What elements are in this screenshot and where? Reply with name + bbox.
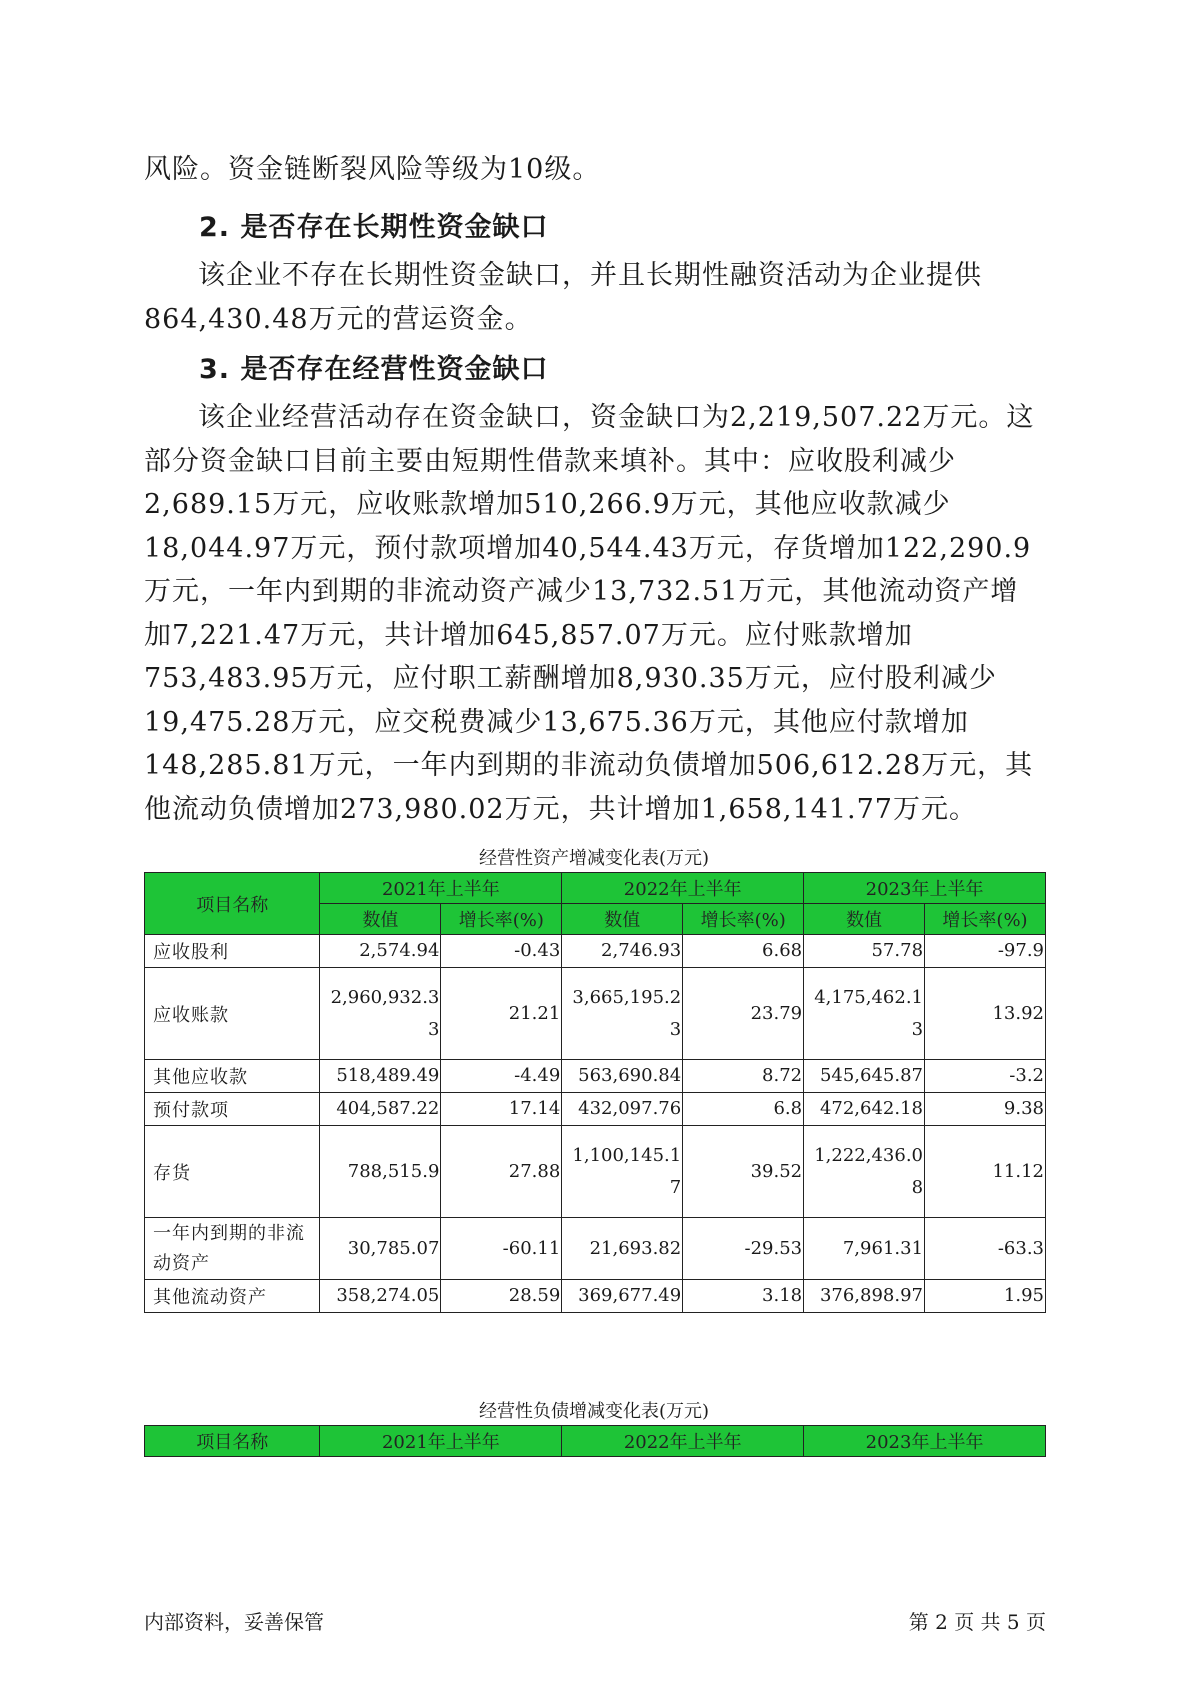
cell-value: 21,693.82 — [562, 1218, 683, 1280]
header-value: 数值 — [562, 904, 683, 935]
asset-table-caption: 经营性资产增减变化表(万元) — [478, 848, 710, 869]
row-name: 其他应收款 — [145, 1060, 320, 1093]
row-name: 其他流动资产 — [145, 1280, 320, 1313]
cell-rate: -63.3 — [925, 1218, 1046, 1280]
cell-value: 3,665,195.23 — [562, 968, 683, 1060]
footer-confidential-note: 内部资料，妥善保管 — [144, 1610, 324, 1634]
table-row — [145, 1280, 1046, 1313]
paragraph-risk-level: 风险。资金链断裂风险等级为10级。 — [144, 154, 601, 185]
row-name: 应收账款 — [145, 968, 320, 1060]
table-row — [145, 968, 1046, 1060]
cell-value: 404,587.22 — [320, 1093, 441, 1126]
header-growth-rate: 增长率(%) — [683, 904, 804, 935]
header-growth-rate: 增长率(%) — [925, 904, 1046, 935]
cell-rate: 6.8 — [683, 1093, 804, 1126]
paragraph-long-term-gap: 该企业不存在长期性资金缺口，并且长期性融资活动为企业提供864,430.48万元的营运资金。 — [144, 260, 982, 335]
cell-value: 369,677.49 — [562, 1280, 683, 1313]
cell-rate: 23.79 — [683, 968, 804, 1060]
cell-rate: 9.38 — [925, 1093, 1046, 1126]
cell-rate: -0.43 — [441, 935, 562, 968]
cell-rate: 27.88 — [441, 1126, 562, 1218]
cell-rate: 11.12 — [925, 1126, 1046, 1218]
operating-liability-change-table — [144, 1425, 1046, 1457]
cell-value: 1,100,145.17 — [562, 1126, 683, 1218]
cell-value: 2,574.94 — [320, 935, 441, 968]
cell-rate: 1.95 — [925, 1280, 1046, 1313]
table-row — [145, 1218, 1046, 1280]
cell-rate: -3.2 — [925, 1060, 1046, 1093]
cell-value: 2,746.93 — [562, 935, 683, 968]
table-row — [145, 1126, 1046, 1218]
cell-rate: 39.52 — [683, 1126, 804, 1218]
header-period: 2023年上半年 — [804, 1426, 1046, 1457]
cell-value: 788,515.9 — [320, 1126, 441, 1218]
header-period: 2022年上半年 — [562, 873, 804, 904]
header-value: 数值 — [804, 904, 925, 935]
header-item-name: 项目名称 — [145, 1426, 320, 1457]
cell-rate: -97.9 — [925, 935, 1046, 968]
cell-rate: 17.14 — [441, 1093, 562, 1126]
cell-value: 7,961.31 — [804, 1218, 925, 1280]
cell-value: 545,645.87 — [804, 1060, 925, 1093]
cell-rate: -29.53 — [683, 1218, 804, 1280]
row-name: 应收股利 — [145, 935, 320, 968]
cell-value: 563,690.84 — [562, 1060, 683, 1093]
row-name: 一年内到期的非流动资产 — [145, 1218, 320, 1280]
cell-value: 2,960,932.33 — [320, 968, 441, 1060]
row-name: 预付款项 — [145, 1093, 320, 1126]
row-name: 存货 — [145, 1126, 320, 1218]
cell-rate: 6.68 — [683, 935, 804, 968]
operating-asset-change-table — [144, 872, 1046, 1313]
header-period: 2021年上半年 — [320, 873, 562, 904]
cell-rate: 8.72 — [683, 1060, 804, 1093]
paragraph-operating-gap: 该企业经营活动存在资金缺口，资金缺口为2,219,507.22万元。这部分资金缺口目前主要由短期性借款来填补。其中：应收股利减少2,689.15万元，应收账款增加510,266.9万元，其他应收款减少18,044.97万元，预付款项增加40,544.43万元，存货增加122,290.9万元，一年内到期的非流动资产减少13,732.51万元，其他流动资产增加7,221.47万元，共计增加645,857.07万元。应付账款增加753,483.95万元，应付职工薪酬增加8,930.35万元，应付股利减少19,475.28万元，应交税费减少13,675.36万元，其他应付款增加148,285.81万元，一年内到期的非流动负债增加506,612.28万元，其他流动负债增加273,980.02万元，共计增加1,658,141.77万元。 — [144, 402, 1035, 825]
cell-rate: 28.59 — [441, 1280, 562, 1313]
header-period: 2021年上半年 — [320, 1426, 562, 1457]
table-row — [145, 1093, 1046, 1126]
cell-rate: -60.11 — [441, 1218, 562, 1280]
cell-value: 432,097.76 — [562, 1093, 683, 1126]
footer-page-number: 第 2 页 共 5 页 — [908, 1610, 1046, 1634]
cell-value: 518,489.49 — [320, 1060, 441, 1093]
cell-rate: -4.49 — [441, 1060, 562, 1093]
table-row — [145, 935, 1046, 968]
cell-value: 30,785.07 — [320, 1218, 441, 1280]
header-period: 2022年上半年 — [562, 1426, 804, 1457]
cell-rate: 13.92 — [925, 968, 1046, 1060]
liability-table-caption: 经营性负债增减变化表(万元) — [478, 1401, 710, 1422]
cell-value: 1,222,436.08 — [804, 1126, 925, 1218]
section-heading-long-term-gap: 2. 是否存在长期性资金缺口 — [199, 212, 549, 243]
cell-value: 472,642.18 — [804, 1093, 925, 1126]
header-growth-rate: 增长率(%) — [441, 904, 562, 935]
table-row — [145, 1060, 1046, 1093]
header-item-name: 项目名称 — [145, 873, 320, 935]
cell-value: 57.78 — [804, 935, 925, 968]
cell-value: 376,898.97 — [804, 1280, 925, 1313]
cell-rate: 3.18 — [683, 1280, 804, 1313]
header-value: 数值 — [320, 904, 441, 935]
cell-rate: 21.21 — [441, 968, 562, 1060]
cell-value: 358,274.05 — [320, 1280, 441, 1313]
header-period: 2023年上半年 — [804, 873, 1046, 904]
section-heading-operating-gap: 3. 是否存在经营性资金缺口 — [199, 354, 549, 385]
cell-value: 4,175,462.13 — [804, 968, 925, 1060]
